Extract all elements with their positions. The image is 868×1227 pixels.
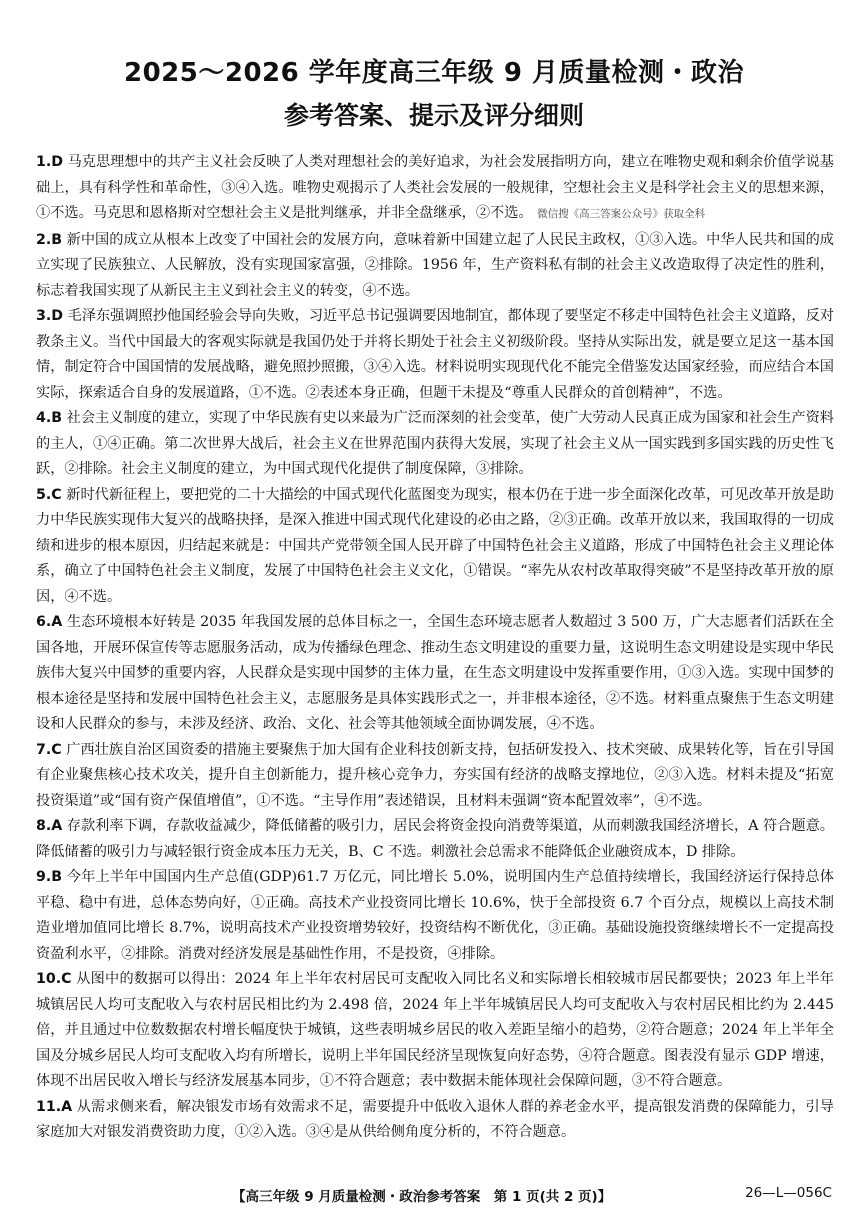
answer-text: 马克思理想中的共产主义社会反映了人类对理想社会的美好追求，为社会发展指明方向，建立在唯物史观和剩余价值学说基础上，具有科学性和革命性，③④入选。唯物史观揭示了人类社会发展的一般规律，空想社会主义是科学社会主义的思想来源，①不选。马克思和恩格斯对空想社会主义是批判继承，并非全盘继承，②不选。 [36, 154, 834, 221]
answer-text: 新时代新征程上，要把党的二十大描绘的中国式现代化蓝图变为现实，根本仍在于进一步全面深化改革，可见改革开放是助力中华民族实现伟大复兴的战略抉择，是深入推进中国式现代化建设的必由之路，②③正确。改革开放以来，我国取得的一切成绩和进步的根本原因，归结起来就是：中国共产党带领全国人民开辟了中国特色社会主义道路，形成了中国特色社会主义理论体系，确立了中国特色社会主义制度，发展了中国特色社会主义文化，①错误。“率先从农村改革取得突破”不是坚持改革开放的原因，④不选。 [36, 486, 834, 605]
page-title: 2025～2026 学年度高三年级 9 月质量检测・政治 [124, 58, 744, 88]
answer-item-8 [36, 814, 834, 865]
answer-item-11 [36, 1095, 834, 1146]
answer-number: 11.A [36, 1098, 73, 1115]
watermark-text: 微信搜《高三答案公众号》获取全科 [537, 208, 706, 220]
answer-number: 8.A [36, 818, 63, 834]
footer-title: 【高三年级 9 月质量检测・政治参考答案 第 1 页(共 2 页)】 [232, 1189, 612, 1205]
answer-item-10 [36, 967, 834, 1095]
answer-number: 3.D [36, 308, 64, 324]
answer-list [36, 150, 834, 1146]
footer-code: 26—L—056C [745, 1185, 832, 1201]
answer-text: 社会主义制度的建立，实现了中华民族有史以来最为广泛而深刻的社会变革，使广大劳动人民真正成为国家和社会生产资料的主人，①④正确。第二次世界大战后，社会主义在世界范围内获得大发展，实现了社会主义从一国实践到多国实践的历史性飞跃，②排除。社会主义制度的建立，为中国式现代化提供了制度保障，③排除。 [36, 410, 834, 477]
answer-text: 新中国的成立从根本上改变了中国社会的发展方向，意味着新中国建立起了人民民主政权，①③入选。中华人民共和国的成立实现了民族独立、人民解放，没有实现国家富强，②排除。1956 年，生产资料私有制的社会主义改造取得了决定性的胜利，标志着我国实现了从新民主主义到社会主义的转变，④不选。 [36, 231, 834, 299]
answer-item-7 [36, 738, 834, 815]
answer-text: 广西壮族自治区国资委的措施主要聚焦于加大国有企业科技创新支持，包括研发投入、技术突破、成果转化等，旨在引导国有企业聚焦核心技术攻关，提升自主创新能力，提升核心竞争力，夯实国有经济的战略支撑地位，②③入选。材料未提及“拓宽投资渠道”或“国有资产保值增值”，①不选。“主导作用”表述错误，且材料未强调“资本配置效率”，④不选。 [36, 741, 834, 809]
answer-item-4 [36, 406, 834, 483]
answer-number: 5.C [36, 486, 62, 503]
answer-number: 6.A [36, 614, 63, 630]
answer-text: 从需求侧来看，解决银发市场有效需求不足，需要提升中低收入退休人群的养老金水平，提高银发消费的保障能力，引导家庭加大对银发消费资助力度，①②入选。③④是从供给侧角度分析的，不符合题意。 [36, 1098, 834, 1140]
answer-text: 存款利率下调，存款收益减少，降低储蓄的吸引力，居民会将资金投向消费等渠道，从而刺激我国经济增长，A 符合题意。降低储蓄的吸引力与减轻银行资金成本压力无关，B、C 不选。刺激社会总需求不能降低企业融资成本，D 排除。 [36, 818, 834, 860]
answer-number: 9.B [36, 869, 63, 885]
answer-text: 从图中的数据可以得出：2024 年上半年农村居民可支配收入同比名义和实际增长相较城市居民都要快；2023 年上半年城镇居民人均可支配收入与农村居民相比约为 2.498 倍，2024 年上半年城镇居民人均可支配收入与农村居民相比约为 2.445 倍，并且通过中位数数据农村增长幅度快于城镇，这些表明城乡居民的收入差距呈缩小的趋势，②符合题意；2024 年上半年全国及分城乡居民人均可支配收入均有所增长，说明上半年国民经济呈现恢复向好态势，④符合题意。图表没有显示 GDP 增速，体现不出居民收入增长与经济发展基本同步，①不符合题意；表中数据未能体现社会保障问题，③不符合题意。 [36, 971, 834, 1089]
answer-number: 7.C [36, 741, 62, 758]
answer-text: 今年上半年中国国内生产总值(GDP)61.7 万亿元，同比增长 5.0%，说明国内生产总值持续增长，我国经济运行保持总体平稳、稳中有进，总体态势向好，①正确。高技术产业投资同比增长 10.6%，快于全部投资 6.7 个百分点，规模以上高技术制造业增加值同比增长 8.7%，说明高技术产业投资增势较好，投资结构不断优化，③正确。基础设施投资继续增长不一定提高投资盈利水平，②排除。消费对经济发展是基础性作用，不是投资，④排除。 [36, 869, 834, 962]
answer-item-6 [36, 610, 834, 738]
answer-item-1 [36, 150, 834, 228]
answer-item-3 [36, 304, 834, 406]
answer-number: 4.B [36, 410, 63, 426]
page-subtitle: 参考答案、提示及评分细则 [283, 101, 584, 130]
answer-number: 1.D [36, 154, 64, 170]
answer-item-2 [36, 228, 834, 305]
answer-number: 10.C [36, 971, 72, 987]
answer-text: 生态环境根本好转是 2035 年我国发展的总体目标之一，全国生态环境志愿者人数超过 3 500 万，广大志愿者们活跃在全国各地，开展环保宣传等志愿服务活动，成为传播绿色理念、推动生态文明建设的重要力量，这说明生态文明建设是实现中华民族伟大复兴中国梦的重要内容，人民群众是实现中国梦的主体力量，在生态文明建设中发挥重要作用，①③入选。实现中国梦的根本途径是坚持和发展中国特色社会主义，志愿服务是具体实践形式之一，并非根本途径，②不选。材料重点聚焦于生态文明建设和人民群众的参与，未涉及经济、政治、文化、社会等其他领域全面协调发展，④不选。 [36, 614, 834, 732]
answer-item-9 [36, 865, 834, 967]
answer-number: 2.B [36, 231, 63, 248]
answer-text: 毛泽东强调照抄他国经验会导向失败，习近平总书记强调要因地制宜，都体现了要坚定不移走中国特色社会主义道路，反对教条主义。当代中国最大的客观实际就是我国仍处于并将长期处于社会主义初级阶段。坚持从实际出发，就是要立足这一基本国情，制定符合中国国情的发展战略，避免照抄照搬，③④入选。材料说明实现现代化不能完全借鉴发达国家经验，而应结合本国实际，探索适合自身的发展道路，①不选。②表述本身正确，但题干未提及“尊重人民群众的首创精神”，不选。 [36, 308, 834, 401]
answer-item-5 [36, 483, 834, 611]
page-footer [0, 1185, 868, 1209]
